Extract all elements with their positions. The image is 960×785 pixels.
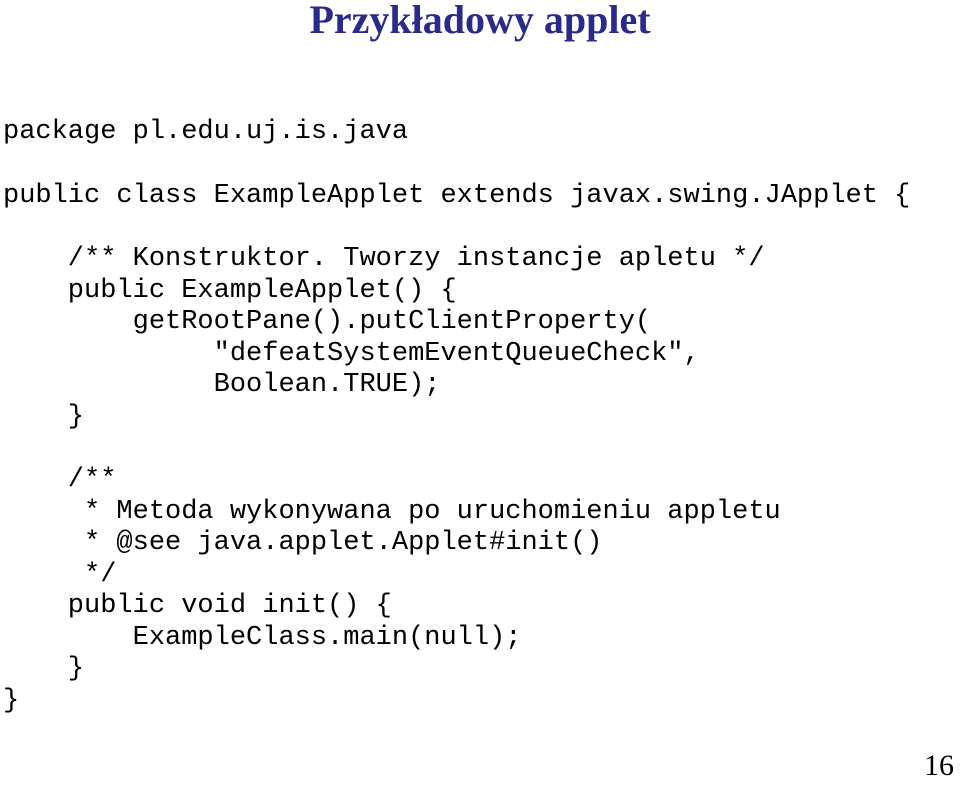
code-line: ExampleClass.main(null); (3, 622, 522, 653)
code-line: package pl.edu.uj.is.java (3, 117, 409, 147)
code-line: getRootPane().putClientProperty( (3, 307, 652, 337)
code-line (3, 212, 910, 244)
code-line: * @see java.applet.Applet#init() (3, 528, 603, 558)
code-line: } (3, 654, 85, 684)
slide-title: Przykładowy applet (309, 0, 651, 42)
page-number: 16 (924, 749, 954, 782)
code-line: public ExampleApplet() { (3, 275, 457, 306)
code-line: * Metoda wykonywana po uruchomieniu appletu (3, 496, 781, 527)
code-line: } (3, 685, 20, 716)
code-line: Boolean.TRUE); (3, 370, 441, 400)
code-line: } (3, 401, 85, 432)
code-line: /** Konstruktor. Tworzy instancje apletu */ (3, 244, 765, 274)
code-line: "defeatSystemEventQueueCheck", (3, 338, 700, 369)
code-line (3, 433, 910, 465)
code-line: /** (3, 465, 117, 495)
code-block (3, 117, 910, 717)
code-line: */ (3, 559, 117, 590)
code-line: public class ExampleApplet extends javax.swing.JApplet { (3, 180, 911, 211)
code-line: public void init() { (3, 591, 392, 621)
code-line (3, 149, 910, 181)
